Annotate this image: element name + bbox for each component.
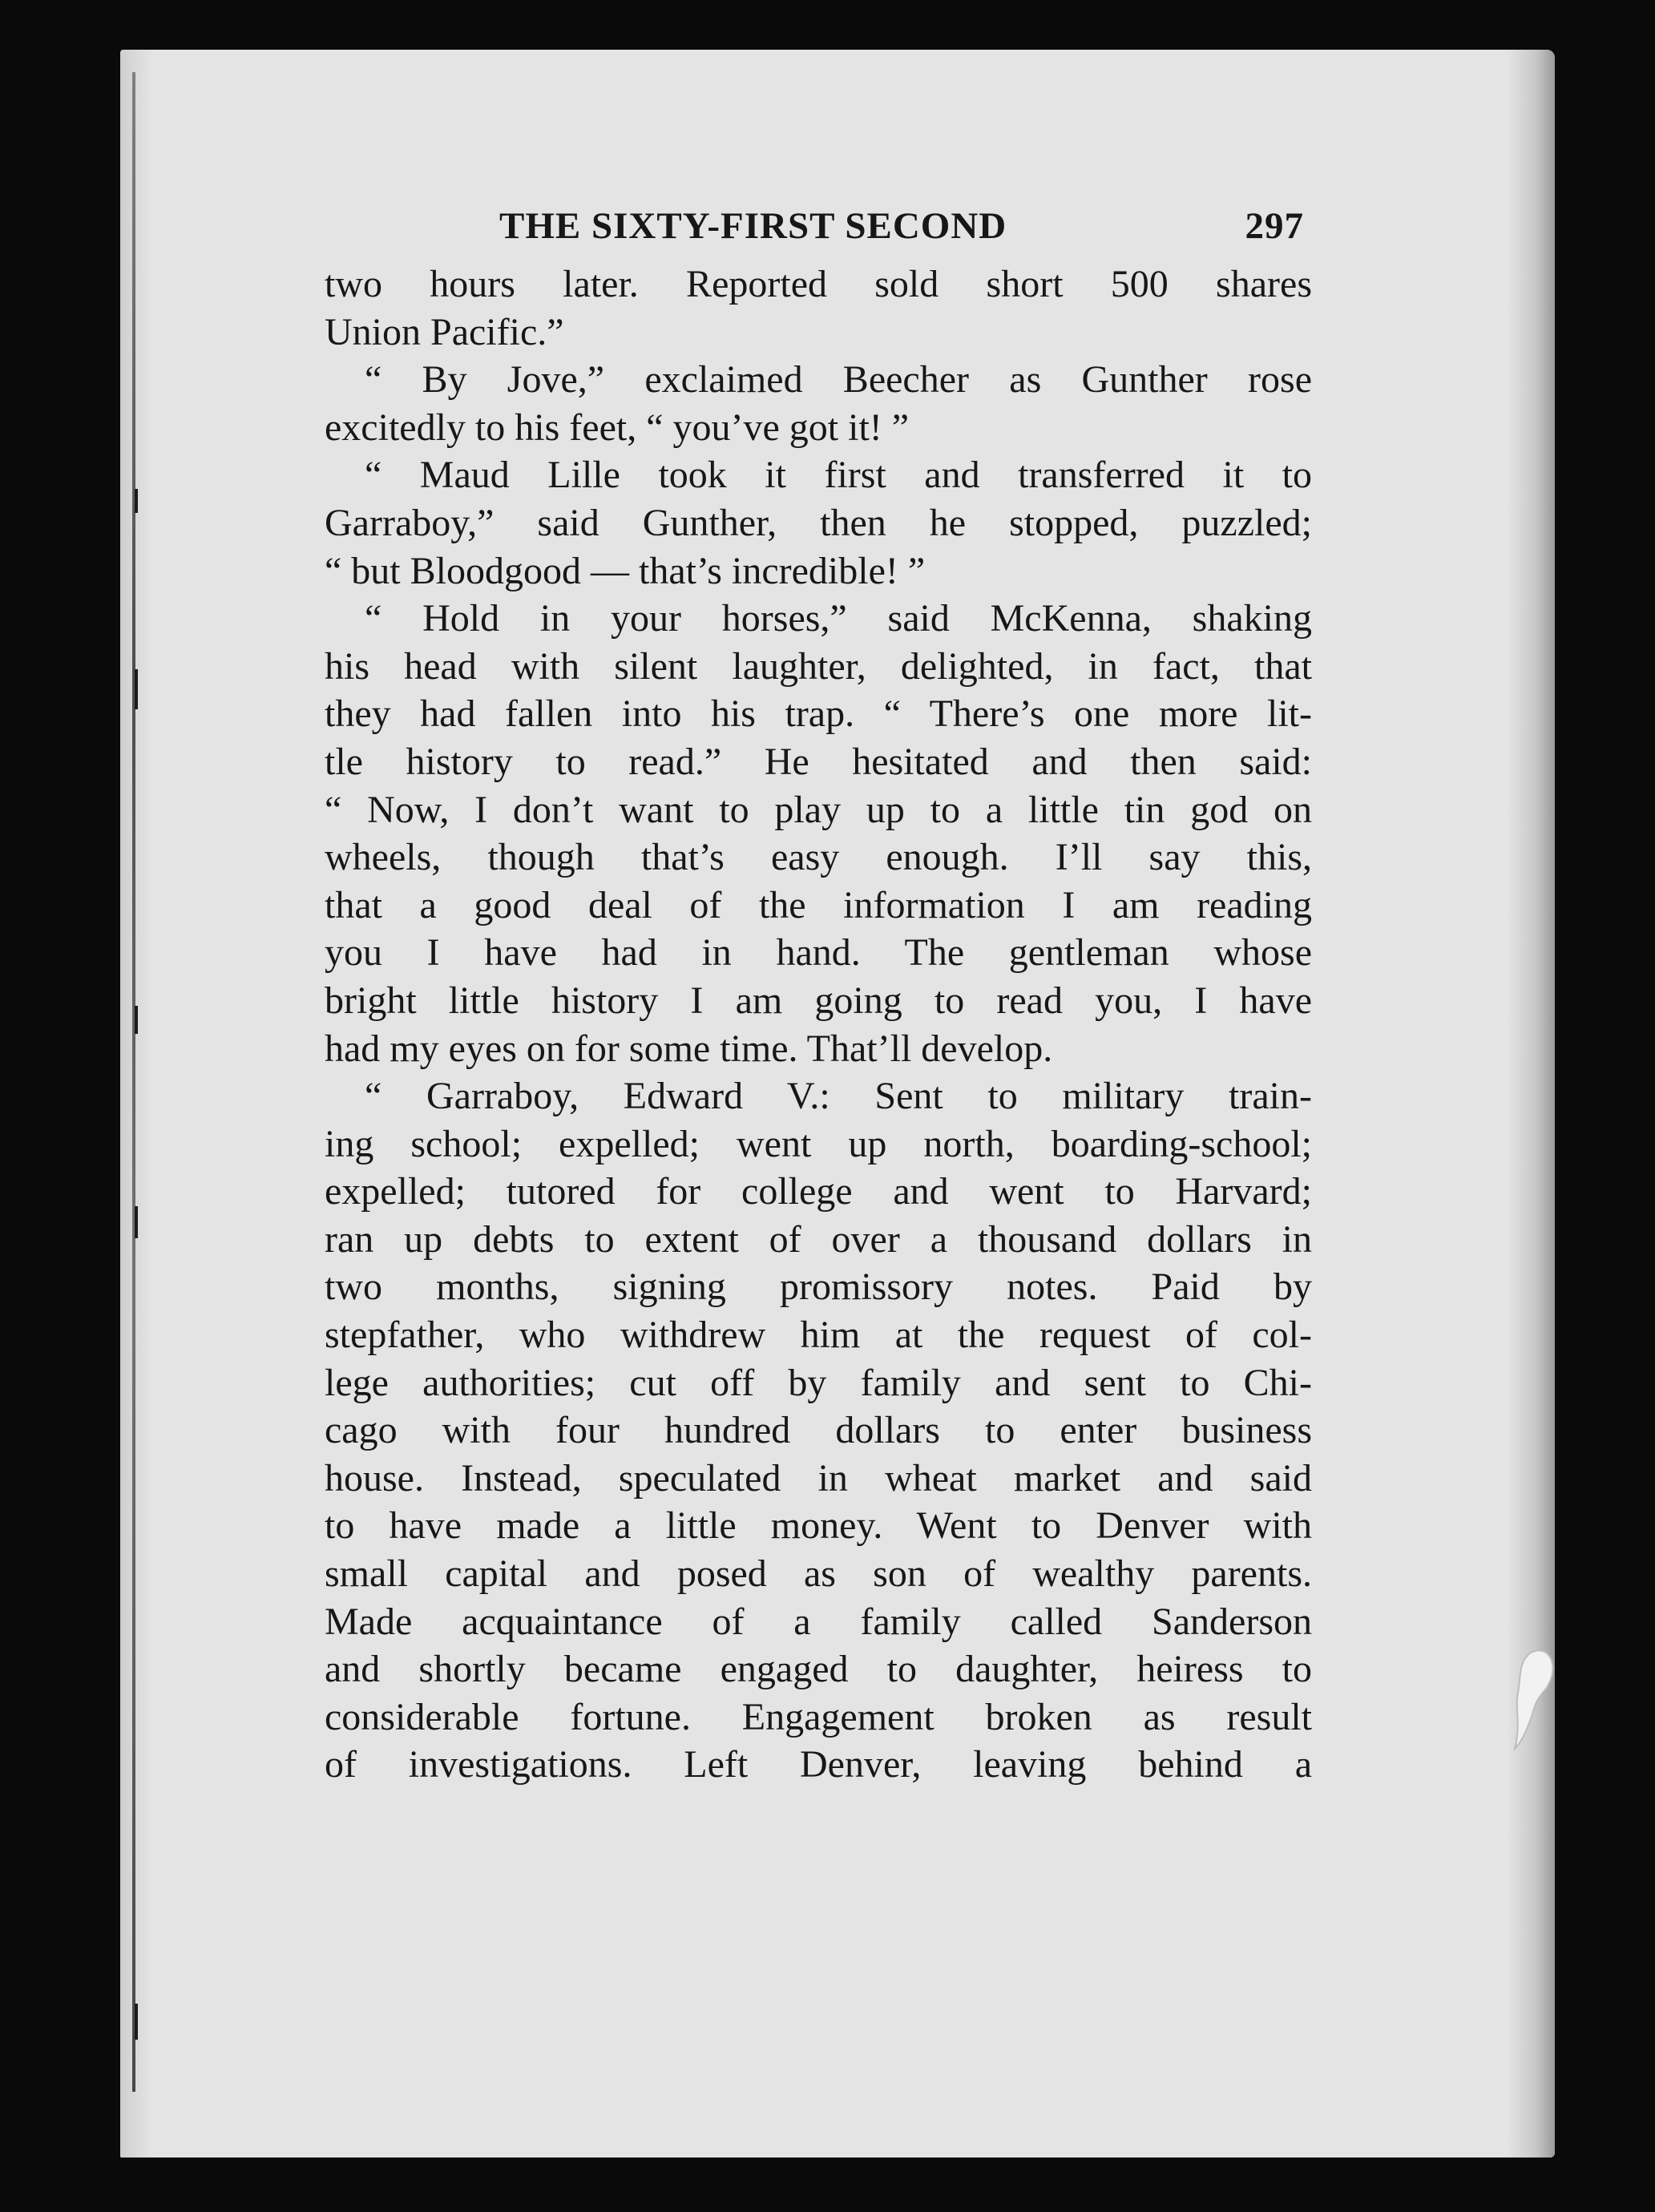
text-line: tle history to read.” He hesitated and then said: — [325, 740, 1312, 783]
spine-speck — [135, 489, 138, 513]
text-line: that a good deal of the information I am reading — [325, 883, 1312, 926]
spine-speck — [135, 1006, 138, 1034]
text-line: “ By Jove,” exclaimed Beecher as Gunther rose — [365, 358, 1312, 402]
text-line: his head with silent laughter, delighted, in fact, that — [325, 644, 1312, 688]
text-line: had my eyes on for some time. That’ll develop. — [325, 1027, 1053, 1070]
text-line: excitedly to his feet, “ you’ve got it! ” — [325, 406, 910, 449]
text-line: you I have had in hand. The gentleman whose — [325, 931, 1312, 975]
text-line: expelled; tutored for college and went to Harvard; — [325, 1170, 1312, 1213]
text-line: Made acquaintance of a family called Sanderson — [325, 1600, 1312, 1643]
text-line: small capital and posed as son of wealthy parents. — [325, 1552, 1312, 1596]
text-line: of investigations. Left Denver, leaving behind a — [325, 1743, 1312, 1786]
text-line: stepfather, who withdrew him at the request of col- — [325, 1314, 1312, 1357]
text-line: considerable fortune. Engagement broken as result — [325, 1695, 1312, 1738]
text-line: Union Pacific.” — [325, 310, 564, 353]
text-line: “ Garraboy, Edward V.: Sent to military train- — [365, 1075, 1312, 1118]
text-line: and shortly became engaged to daughter, heiress to — [325, 1648, 1312, 1691]
text-line: lege authorities; cut off by family and sent to Chi- — [325, 1361, 1312, 1404]
body-text — [325, 260, 1312, 1789]
text-line: two months, signing promissory notes. Paid by — [325, 1265, 1312, 1309]
text-line: house. Instead, speculated in wheat market and said — [325, 1456, 1312, 1500]
running-head — [325, 204, 1312, 260]
text-line: “ but Bloodgood — that’s incredible! ” — [325, 549, 926, 592]
page-right-edge — [1507, 50, 1555, 2158]
text-line: ing school; expelled; went up north, boarding-school; — [325, 1122, 1312, 1165]
spine-speck — [135, 2004, 138, 2040]
text-line: wheels, though that’s easy enough. I’ll say this, — [325, 836, 1312, 879]
text-line: ran up debts to extent of over a thousand dollars in — [325, 1217, 1312, 1261]
text-line: cago with four hundred dollars to enter business — [325, 1409, 1312, 1452]
text-line: they had fallen into his trap. “ There’s one more lit- — [325, 692, 1312, 736]
page-spine-shadow — [132, 72, 135, 2092]
text-line: two hours later. Reported sold short 500 shares — [325, 263, 1312, 305]
text-line: “ Maud Lille took it first and transferred it to — [365, 454, 1312, 497]
spine-speck — [135, 669, 138, 709]
text-line: “ Now, I don’t want to play up to a little tin god on — [325, 788, 1312, 831]
text-line: Garraboy,” said Gunther, then he stopped, puzzled; — [325, 501, 1312, 544]
page-left-shadow — [120, 50, 152, 2158]
spine-speck — [135, 1206, 138, 1238]
text-line: “ Hold in your horses,” said McKenna, shaking — [365, 597, 1312, 640]
text-line: bright little history I am going to read you, I have — [325, 979, 1312, 1022]
page-number: 297 — [1245, 205, 1304, 247]
text-line: to have made a little money. Went to Denver with — [325, 1504, 1312, 1548]
paper-tear-mark — [1483, 1645, 1555, 1757]
book-text-block — [325, 204, 1312, 1789]
running-title: THE SIXTY-FIRST SECOND — [499, 205, 1007, 247]
